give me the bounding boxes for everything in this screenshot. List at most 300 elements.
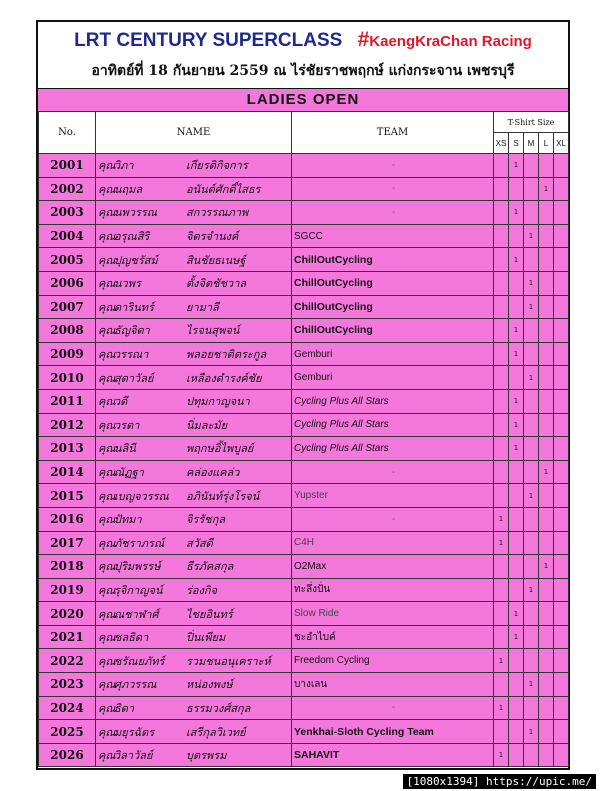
bib-number: 2025 bbox=[39, 720, 96, 744]
team-name: SAHAVIT bbox=[292, 743, 494, 767]
size-cell bbox=[494, 555, 509, 579]
team-name: Gemburi bbox=[292, 366, 494, 390]
size-cell bbox=[494, 248, 509, 272]
first-name: นลินี bbox=[114, 442, 136, 456]
name-prefix: คุณ bbox=[98, 466, 116, 480]
first-name: ธัญจิดา bbox=[114, 324, 150, 338]
team-name: ChillOutCycling bbox=[292, 319, 494, 343]
size-cell bbox=[539, 507, 554, 531]
team-name: C4H bbox=[292, 531, 494, 555]
column-header-no: No. bbox=[39, 112, 96, 154]
size-cell bbox=[539, 696, 554, 720]
size-cell: 1 bbox=[524, 673, 539, 697]
size-cell bbox=[554, 177, 569, 201]
table-row bbox=[39, 154, 569, 178]
name-prefix: คุณ bbox=[98, 631, 116, 645]
bib-number: 2001 bbox=[39, 154, 96, 178]
size-cell: 1 bbox=[509, 625, 524, 649]
size-cell bbox=[554, 154, 569, 178]
participants-table bbox=[38, 111, 569, 767]
size-cell bbox=[509, 673, 524, 697]
bib-number: 2009 bbox=[39, 342, 96, 366]
size-cell: 1 bbox=[524, 720, 539, 744]
table-row bbox=[39, 696, 569, 720]
size-cell bbox=[554, 555, 569, 579]
team-name: - bbox=[292, 507, 494, 531]
last-name: ไชยอินทร์ bbox=[186, 607, 233, 621]
size-cell bbox=[509, 720, 524, 744]
team-name: - bbox=[292, 154, 494, 178]
size-cell: 1 bbox=[494, 507, 509, 531]
size-cell bbox=[539, 248, 554, 272]
name-prefix: คุณ bbox=[98, 701, 116, 715]
size-cell bbox=[554, 484, 569, 508]
name-prefix: คุณ bbox=[98, 159, 116, 173]
bib-number: 2018 bbox=[39, 555, 96, 579]
size-cell bbox=[554, 625, 569, 649]
size-cell bbox=[494, 154, 509, 178]
first-name: ภัชราภรณ์ bbox=[114, 536, 165, 550]
table-row bbox=[39, 673, 569, 697]
bib-number: 2016 bbox=[39, 507, 96, 531]
size-cell bbox=[524, 437, 539, 461]
team-name: ChillOutCycling bbox=[292, 271, 494, 295]
name-prefix: คุณ bbox=[98, 607, 116, 621]
bib-number: 2006 bbox=[39, 271, 96, 295]
bib-number: 2023 bbox=[39, 673, 96, 697]
first-name: ดารินทร์ bbox=[114, 300, 154, 314]
size-cell: 1 bbox=[509, 389, 524, 413]
image-size-watermark: [1080x1394] https://upic.me/ bbox=[403, 774, 596, 789]
name-prefix: คุณ bbox=[98, 489, 116, 503]
size-header-l: L bbox=[539, 133, 554, 154]
team-name: - bbox=[292, 696, 494, 720]
first-name: วรรณา bbox=[114, 348, 149, 362]
size-cell bbox=[539, 437, 554, 461]
size-cell bbox=[494, 366, 509, 390]
table-row bbox=[39, 460, 569, 484]
size-cell: 1 bbox=[494, 649, 509, 673]
size-cell bbox=[554, 673, 569, 697]
participant-name bbox=[96, 720, 292, 744]
bib-number: 2019 bbox=[39, 578, 96, 602]
participant-name bbox=[96, 248, 292, 272]
size-cell bbox=[554, 743, 569, 767]
table-row bbox=[39, 413, 569, 437]
team-name: O2Max bbox=[292, 555, 494, 579]
size-cell bbox=[554, 201, 569, 225]
team-name: ChillOutCycling bbox=[292, 295, 494, 319]
size-cell bbox=[539, 720, 554, 744]
team-name: บางเลน bbox=[292, 673, 494, 697]
participant-name bbox=[96, 602, 292, 626]
event-name: LRT CENTURY SUPERCLASS bbox=[74, 30, 343, 51]
size-cell bbox=[539, 413, 554, 437]
table-row bbox=[39, 248, 569, 272]
size-cell bbox=[509, 366, 524, 390]
size-cell bbox=[524, 248, 539, 272]
size-cell bbox=[554, 319, 569, 343]
first-name: วรดา bbox=[114, 418, 140, 432]
size-cell bbox=[509, 177, 524, 201]
table-row bbox=[39, 295, 569, 319]
name-prefix: คุณ bbox=[98, 536, 116, 550]
table-row bbox=[39, 319, 569, 343]
last-name: ปทุมกาญจนา bbox=[186, 395, 250, 409]
size-cell bbox=[554, 578, 569, 602]
size-cell: 1 bbox=[509, 319, 524, 343]
size-cell: 1 bbox=[509, 201, 524, 225]
size-cell: 1 bbox=[539, 460, 554, 484]
bib-number: 2002 bbox=[39, 177, 96, 201]
first-name: มยุรฉัตร bbox=[114, 725, 155, 739]
participant-name bbox=[96, 201, 292, 225]
last-name: เหลืองดำรงค์ชัย bbox=[186, 371, 262, 385]
first-name: อรุณสิริ bbox=[114, 230, 150, 244]
name-prefix: คุณ bbox=[98, 513, 116, 527]
participant-name bbox=[96, 531, 292, 555]
size-cell bbox=[509, 460, 524, 484]
table-row bbox=[39, 531, 569, 555]
participant-name bbox=[96, 177, 292, 201]
size-cell bbox=[554, 649, 569, 673]
team-name: ChillOutCycling bbox=[292, 248, 494, 272]
size-cell bbox=[554, 602, 569, 626]
size-cell bbox=[554, 295, 569, 319]
table-row bbox=[39, 625, 569, 649]
size-cell bbox=[494, 484, 509, 508]
table-row bbox=[39, 389, 569, 413]
size-cell bbox=[494, 437, 509, 461]
name-prefix: คุณ bbox=[98, 749, 116, 763]
name-prefix: คุณ bbox=[98, 300, 116, 314]
size-cell bbox=[554, 224, 569, 248]
event-title bbox=[38, 28, 568, 54]
size-cell bbox=[554, 696, 569, 720]
first-name: รุจิกาญจน์ bbox=[114, 583, 163, 597]
column-header-team: TEAM bbox=[292, 112, 494, 154]
size-cell: 1 bbox=[494, 696, 509, 720]
name-prefix: คุณ bbox=[98, 253, 116, 267]
first-name: นวพร bbox=[114, 277, 141, 291]
name-prefix: คุณ bbox=[98, 395, 116, 409]
team-name: Yupster bbox=[292, 484, 494, 508]
size-cell bbox=[554, 507, 569, 531]
size-cell bbox=[524, 507, 539, 531]
last-name: ปิ่นเพียม bbox=[186, 631, 226, 645]
team-name: Slow Ride bbox=[292, 602, 494, 626]
size-cell bbox=[524, 696, 539, 720]
bib-number: 2008 bbox=[39, 319, 96, 343]
column-header-name: NAME bbox=[96, 112, 292, 154]
participant-name bbox=[96, 224, 292, 248]
team-name: - bbox=[292, 177, 494, 201]
participant-name bbox=[96, 507, 292, 531]
table-row bbox=[39, 437, 569, 461]
size-cell bbox=[524, 743, 539, 767]
size-cell bbox=[524, 625, 539, 649]
size-cell bbox=[494, 295, 509, 319]
event-date-location: อาทิตย์ที่ 18 กันยายน 2559 ณ ไร่ชัยราชพฤกษ์ แก่งกระจาน เพชรบุรี bbox=[91, 63, 515, 79]
size-cell: 1 bbox=[509, 602, 524, 626]
name-prefix: คุณ bbox=[98, 371, 116, 385]
team-name: Cycling Plus All Stars bbox=[292, 389, 494, 413]
last-name: รวมชนอนุเคราะห์ bbox=[186, 654, 271, 668]
size-cell bbox=[539, 366, 554, 390]
participant-name bbox=[96, 743, 292, 767]
participant-name bbox=[96, 154, 292, 178]
size-cell bbox=[494, 578, 509, 602]
table-row bbox=[39, 224, 569, 248]
size-cell bbox=[524, 531, 539, 555]
category-banner: LADIES OPEN bbox=[38, 88, 568, 112]
team-name: ชะอำไบค์ bbox=[292, 625, 494, 649]
size-cell bbox=[554, 460, 569, 484]
first-name: ธิดา bbox=[114, 701, 135, 715]
team-name: Cycling Plus All Stars bbox=[292, 437, 494, 461]
last-name: ธรรมวงศ์สกุล bbox=[186, 701, 251, 715]
name-prefix: คุณ bbox=[98, 725, 116, 739]
size-cell: 1 bbox=[524, 295, 539, 319]
bib-number: 2017 bbox=[39, 531, 96, 555]
name-prefix: คุณ bbox=[98, 560, 116, 574]
last-name: ร่องกิจ bbox=[186, 583, 217, 597]
size-cell bbox=[524, 460, 539, 484]
participant-name bbox=[96, 295, 292, 319]
last-name: จิรรัชกุล bbox=[186, 513, 226, 527]
name-prefix: คุณ bbox=[98, 277, 116, 291]
size-cell: 1 bbox=[494, 531, 509, 555]
size-cell bbox=[509, 507, 524, 531]
table-row bbox=[39, 366, 569, 390]
size-cell: 1 bbox=[509, 154, 524, 178]
size-cell: 1 bbox=[509, 342, 524, 366]
bib-number: 2014 bbox=[39, 460, 96, 484]
participant-name bbox=[96, 555, 292, 579]
table-row bbox=[39, 602, 569, 626]
table-row bbox=[39, 201, 569, 225]
size-cell bbox=[539, 649, 554, 673]
name-prefix: คุณ bbox=[98, 583, 116, 597]
last-name: เกียรติกิจการ bbox=[186, 159, 248, 173]
size-cell bbox=[494, 413, 509, 437]
name-prefix: คุณ bbox=[98, 442, 116, 456]
last-name: สกวรรณภาพ bbox=[186, 206, 249, 220]
size-header-s: S bbox=[509, 133, 524, 154]
name-prefix: คุณ bbox=[98, 654, 116, 668]
size-cell bbox=[494, 177, 509, 201]
size-cell bbox=[494, 342, 509, 366]
size-cell bbox=[554, 271, 569, 295]
size-cell bbox=[524, 555, 539, 579]
size-cell: 1 bbox=[524, 224, 539, 248]
team-name: Yenkhai-Sloth Cycling Team bbox=[292, 720, 494, 744]
size-cell bbox=[554, 248, 569, 272]
bib-number: 2022 bbox=[39, 649, 96, 673]
last-name: ยามาลี bbox=[186, 300, 219, 314]
size-cell bbox=[509, 696, 524, 720]
name-prefix: คุณ bbox=[98, 182, 116, 196]
bib-number: 2013 bbox=[39, 437, 96, 461]
size-cell: 1 bbox=[509, 248, 524, 272]
size-cell bbox=[539, 531, 554, 555]
first-name: ชรัณยภัทร์ bbox=[114, 654, 165, 668]
size-cell: 1 bbox=[539, 177, 554, 201]
first-name: ณัฏฐา bbox=[114, 466, 144, 480]
bib-number: 2024 bbox=[39, 696, 96, 720]
participant-name bbox=[96, 319, 292, 343]
table-row bbox=[39, 271, 569, 295]
bib-number: 2005 bbox=[39, 248, 96, 272]
size-cell bbox=[539, 224, 554, 248]
bib-number: 2004 bbox=[39, 224, 96, 248]
bib-number: 2012 bbox=[39, 413, 96, 437]
size-cell bbox=[524, 201, 539, 225]
size-cell bbox=[494, 720, 509, 744]
size-header-xs: XS bbox=[494, 133, 509, 154]
participant-name bbox=[96, 389, 292, 413]
organizer-name: KaengKraChan Racing bbox=[369, 33, 532, 50]
size-cell bbox=[509, 224, 524, 248]
size-cell bbox=[539, 389, 554, 413]
team-name: Gemburi bbox=[292, 342, 494, 366]
table-row bbox=[39, 578, 569, 602]
first-name: ปัทมา bbox=[114, 513, 142, 527]
size-cell: 1 bbox=[524, 578, 539, 602]
team-name: Cycling Plus All Stars bbox=[292, 413, 494, 437]
size-cell bbox=[554, 366, 569, 390]
size-cell bbox=[509, 578, 524, 602]
size-header-m: M bbox=[524, 133, 539, 154]
name-prefix: คุณ bbox=[98, 348, 116, 362]
hashtag-symbol: # bbox=[357, 28, 370, 51]
team-name: - bbox=[292, 201, 494, 225]
size-cell bbox=[524, 319, 539, 343]
size-cell: 1 bbox=[524, 366, 539, 390]
column-header-tshirt-size: T-Shirt Size bbox=[494, 112, 569, 133]
size-cell: 1 bbox=[509, 437, 524, 461]
bib-number: 2007 bbox=[39, 295, 96, 319]
last-name: สินชัยธเนษฐ์ bbox=[186, 253, 246, 267]
first-name: ศุภวรรณ bbox=[114, 678, 157, 692]
size-cell bbox=[494, 271, 509, 295]
size-cell bbox=[524, 177, 539, 201]
first-name: ชลธิดา bbox=[114, 631, 149, 645]
name-prefix: คุณ bbox=[98, 324, 116, 338]
size-cell bbox=[539, 578, 554, 602]
last-name: ไรจนสุพจน์ bbox=[186, 324, 240, 338]
size-cell bbox=[494, 201, 509, 225]
size-cell bbox=[509, 743, 524, 767]
size-header-xl: XL bbox=[554, 133, 569, 154]
participant-name bbox=[96, 413, 292, 437]
size-cell bbox=[524, 413, 539, 437]
last-name: อภินันท์รุ่งโรจน์ bbox=[186, 489, 260, 503]
size-cell bbox=[539, 625, 554, 649]
bib-number: 2011 bbox=[39, 389, 96, 413]
table-row bbox=[39, 555, 569, 579]
first-name: ปุริมพรรษ์ bbox=[114, 560, 161, 574]
size-cell bbox=[539, 602, 554, 626]
name-prefix: คุณ bbox=[98, 678, 116, 692]
size-cell bbox=[539, 673, 554, 697]
size-cell bbox=[539, 201, 554, 225]
size-cell bbox=[554, 413, 569, 437]
team-name: Freedom Cycling bbox=[292, 649, 494, 673]
size-cell bbox=[554, 531, 569, 555]
size-cell bbox=[494, 460, 509, 484]
table-row bbox=[39, 720, 569, 744]
size-cell bbox=[539, 319, 554, 343]
last-name: พลอยชาติตระกูล bbox=[186, 348, 267, 362]
size-cell bbox=[509, 271, 524, 295]
size-cell: 1 bbox=[524, 484, 539, 508]
size-cell bbox=[539, 484, 554, 508]
size-cell bbox=[539, 295, 554, 319]
table-row bbox=[39, 342, 569, 366]
size-cell bbox=[539, 154, 554, 178]
bib-number: 2021 bbox=[39, 625, 96, 649]
first-name: ณชาฬาศ์ bbox=[114, 607, 159, 621]
name-prefix: คุณ bbox=[98, 418, 116, 432]
size-cell bbox=[524, 342, 539, 366]
last-name: ตั้งจิตชัชวาล bbox=[186, 277, 247, 291]
size-cell bbox=[509, 531, 524, 555]
size-cell bbox=[509, 295, 524, 319]
team-name: - bbox=[292, 460, 494, 484]
size-cell bbox=[554, 389, 569, 413]
bib-number: 2026 bbox=[39, 743, 96, 767]
size-cell bbox=[539, 271, 554, 295]
size-cell: 1 bbox=[524, 271, 539, 295]
size-cell bbox=[494, 389, 509, 413]
participant-name bbox=[96, 578, 292, 602]
first-name: สุดาวัลย์ bbox=[114, 371, 154, 385]
last-name: คล่องแคล่ว bbox=[186, 466, 240, 480]
team-name: SGCC bbox=[292, 224, 494, 248]
size-cell bbox=[539, 743, 554, 767]
table-row bbox=[39, 507, 569, 531]
size-cell bbox=[539, 342, 554, 366]
size-cell bbox=[509, 555, 524, 579]
last-name: จิตรจำนงค์ bbox=[186, 230, 239, 244]
participant-name bbox=[96, 460, 292, 484]
size-cell: 1 bbox=[494, 743, 509, 767]
first-name: วิลาวัลย์ bbox=[114, 749, 153, 763]
participant-name bbox=[96, 696, 292, 720]
size-cell bbox=[494, 224, 509, 248]
table-row bbox=[39, 743, 569, 767]
size-cell bbox=[524, 154, 539, 178]
first-name: นฤมล bbox=[114, 182, 143, 196]
last-name: พฤกษอิ้ไพบูลย์ bbox=[186, 442, 254, 456]
participant-name bbox=[96, 366, 292, 390]
size-cell bbox=[524, 389, 539, 413]
last-name: หน่องพงษ์ bbox=[186, 678, 233, 692]
name-prefix: คุณ bbox=[98, 230, 116, 244]
first-name: ปุญชรัสม์ bbox=[114, 253, 158, 267]
table-row bbox=[39, 177, 569, 201]
size-cell bbox=[509, 649, 524, 673]
last-name: ธีรภัคสกุล bbox=[186, 560, 234, 574]
table-row bbox=[39, 649, 569, 673]
participant-name bbox=[96, 649, 292, 673]
size-cell: 1 bbox=[539, 555, 554, 579]
participant-name bbox=[96, 271, 292, 295]
size-cell bbox=[494, 602, 509, 626]
registration-sheet bbox=[36, 20, 570, 770]
size-cell bbox=[554, 342, 569, 366]
